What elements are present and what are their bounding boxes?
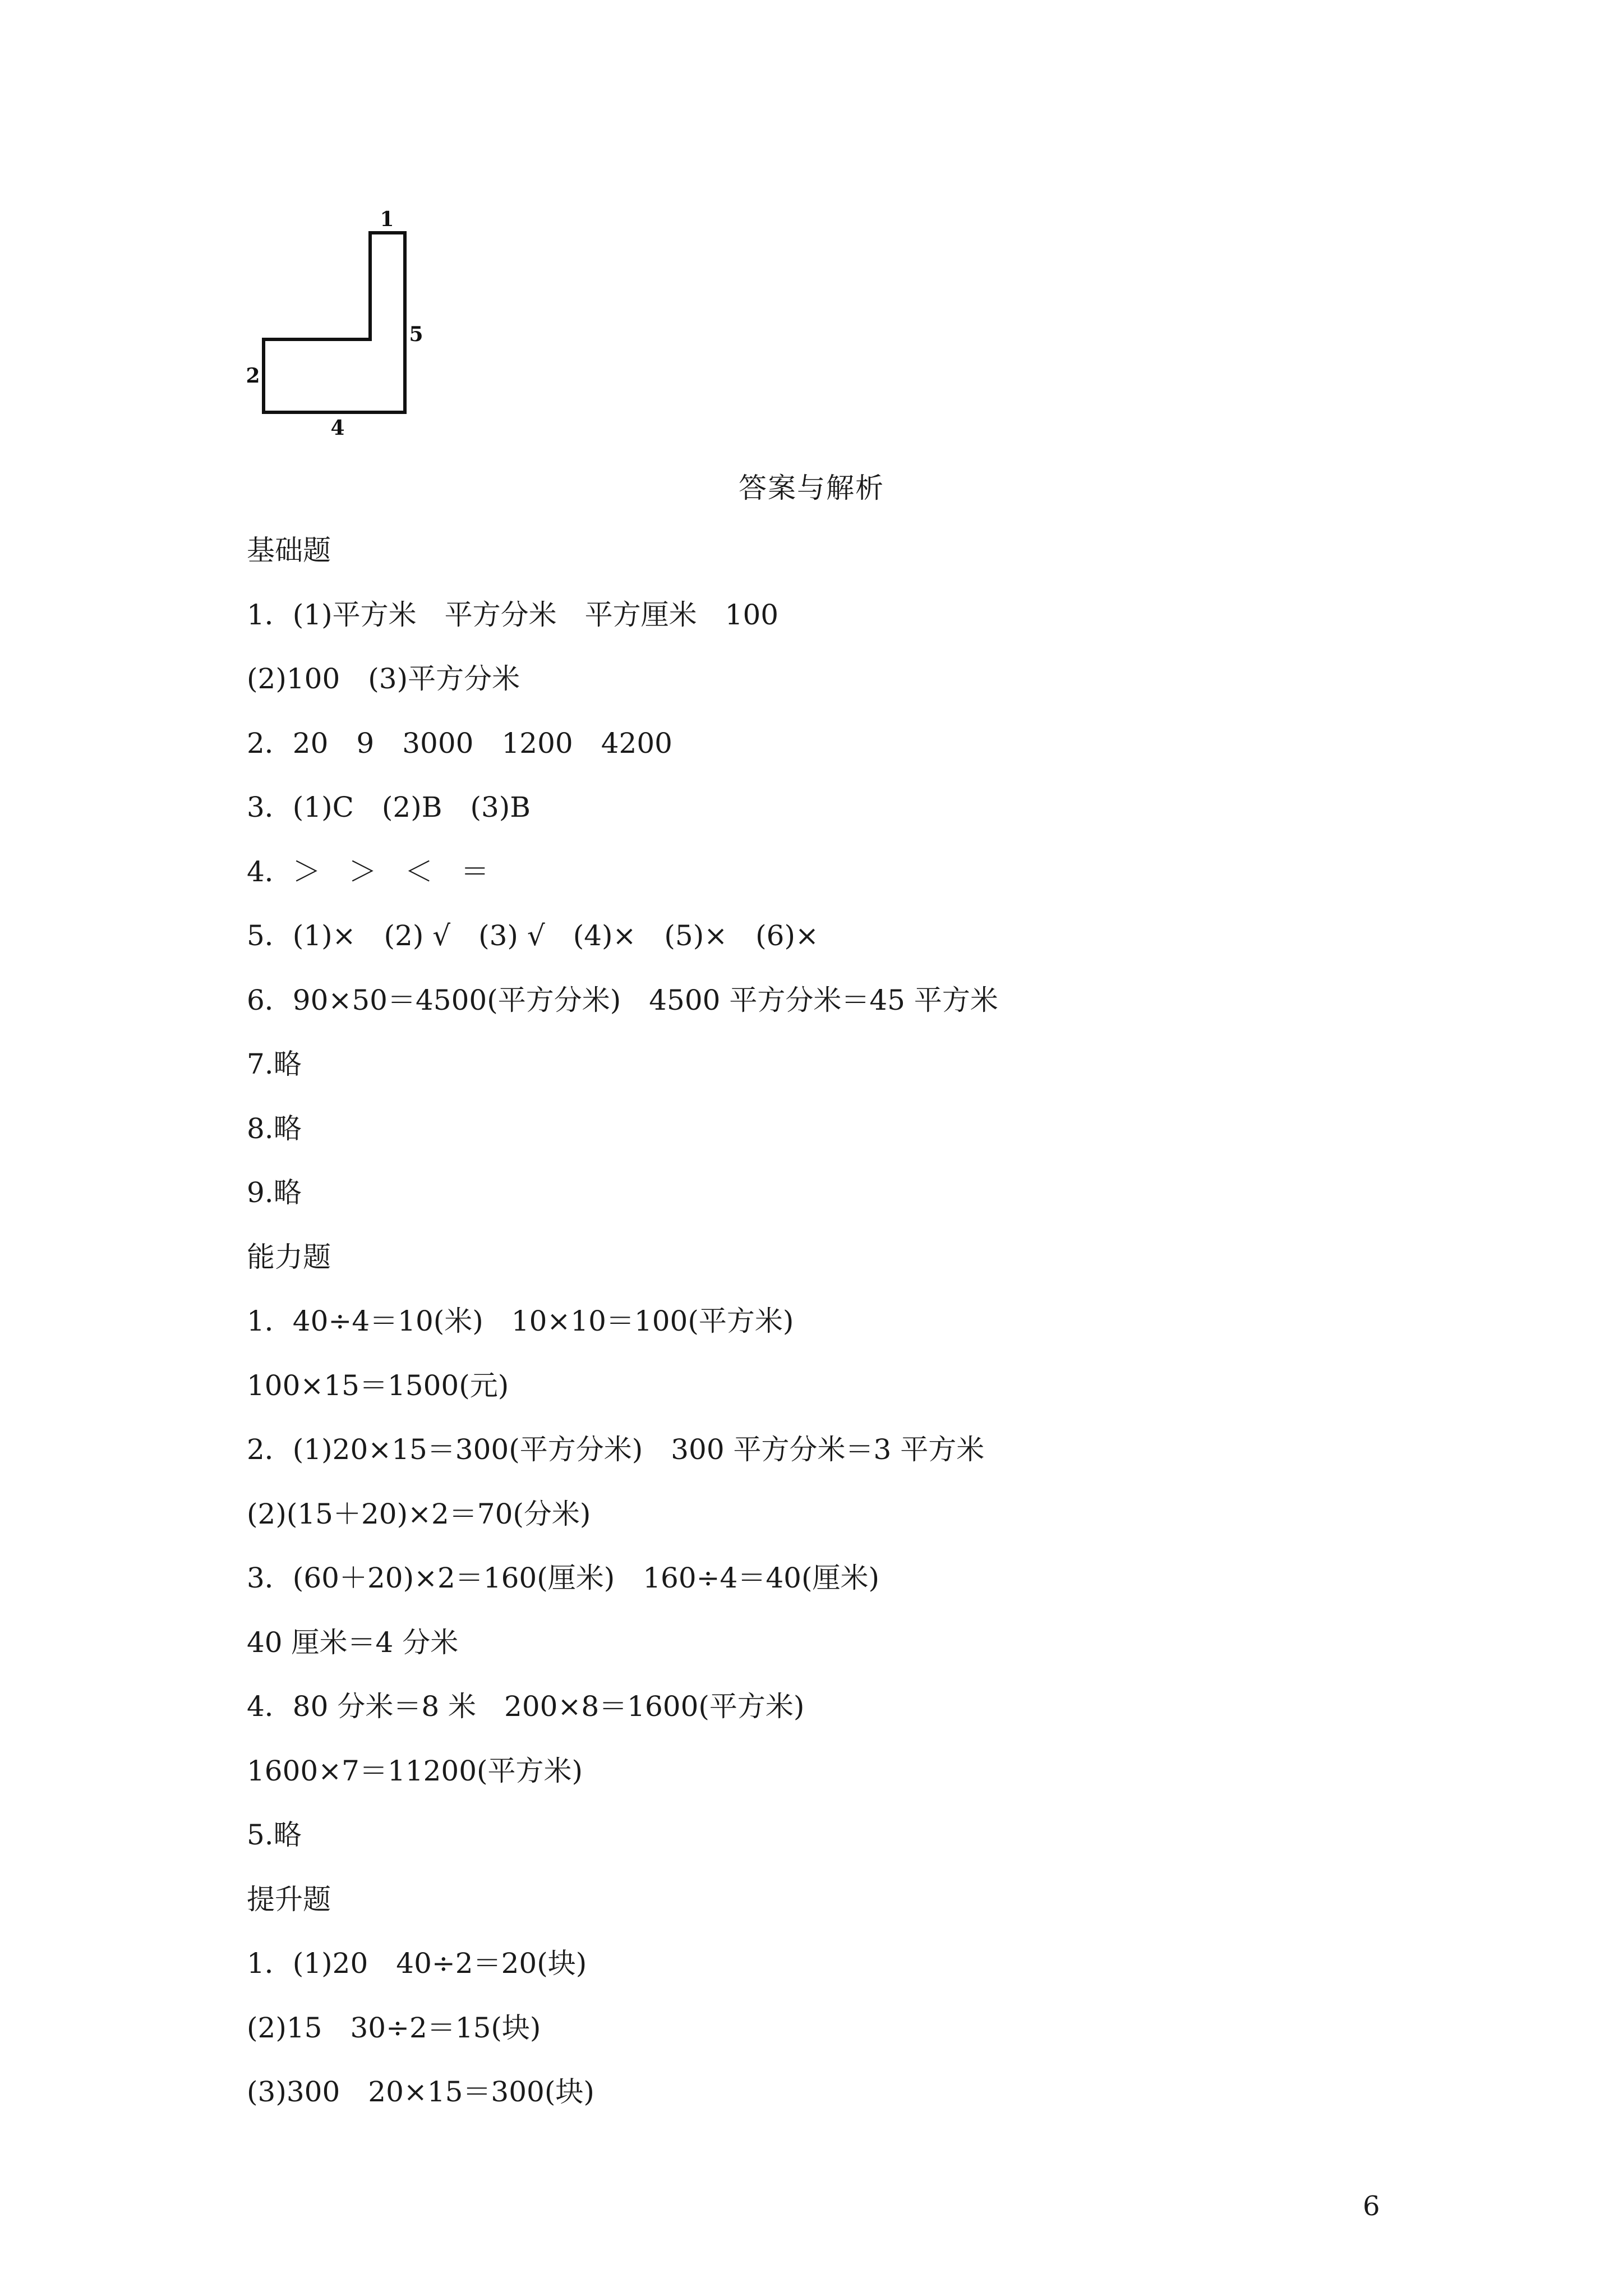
- answer-line: 2．(1)20×15＝300(平方分米) 300 平方分米＝3 平方米: [247, 1433, 985, 1466]
- answer-line: 1．(1)20 40÷2＝20(块): [247, 1947, 587, 1980]
- answer-line: (2)100 (3)平方分米: [247, 662, 520, 695]
- heading-advanced: 提升题: [247, 1883, 331, 1916]
- answer-line: 1．40÷4＝10(米) 10×10＝100(平方米): [247, 1305, 794, 1337]
- answer-list: [247, 528, 1424, 2134]
- answer-line: 4．80 分米＝8 米 200×8＝1600(平方米): [247, 1690, 805, 1723]
- page-number: 6: [1363, 2191, 1380, 2222]
- heading-ability: 能力题: [247, 1240, 331, 1273]
- answer-line: (2)15 30÷2＝15(块): [247, 2011, 541, 2044]
- section-title: 答案与解析: [739, 472, 884, 504]
- label-top: 1: [380, 208, 394, 231]
- answer-line: 1600×7＝11200(平方米): [247, 1754, 583, 1787]
- answer-line: 5.略: [247, 1819, 302, 1851]
- label-bottom: 4: [330, 416, 345, 440]
- answer-line: 4．＞ ＞ ＜ ＝: [247, 855, 489, 888]
- label-right: 5: [409, 323, 423, 346]
- heading-basic: 基础题: [247, 534, 331, 567]
- answer-line: 5．(1)× (2) √ (3) √ (4)× (5)× (6)×: [247, 919, 819, 952]
- answer-line: 9.略: [247, 1176, 302, 1209]
- answer-line: 40 厘米＝4 分米: [247, 1626, 459, 1659]
- l-shape-figure: [236, 202, 460, 449]
- answer-line: 6．90×50＝4500(平方分米) 4500 平方分米＝45 平方米: [247, 983, 998, 1016]
- answer-line: (3)300 20×15＝300(块): [247, 2076, 594, 2108]
- answer-line: 1．(1)平方米 平方分米 平方厘米 100: [247, 598, 779, 631]
- answer-line: 100×15＝1500(元): [247, 1369, 509, 1402]
- l-shape-diagram: [236, 202, 460, 449]
- answer-line: 2．20 9 3000 1200 4200: [247, 726, 672, 760]
- l-shape-outline: [264, 233, 405, 412]
- answer-line: (2)(15＋20)×2＝70(分米): [247, 1497, 591, 1530]
- answer-line: 8.略: [247, 1112, 302, 1145]
- answer-line: 3．(1)C (2)B (3)B: [247, 791, 531, 823]
- label-left: 2: [246, 364, 260, 388]
- answer-line: 7.略: [247, 1048, 302, 1080]
- answer-line: 3．(60＋20)×2＝160(厘米) 160÷4＝40(厘米): [247, 1562, 880, 1594]
